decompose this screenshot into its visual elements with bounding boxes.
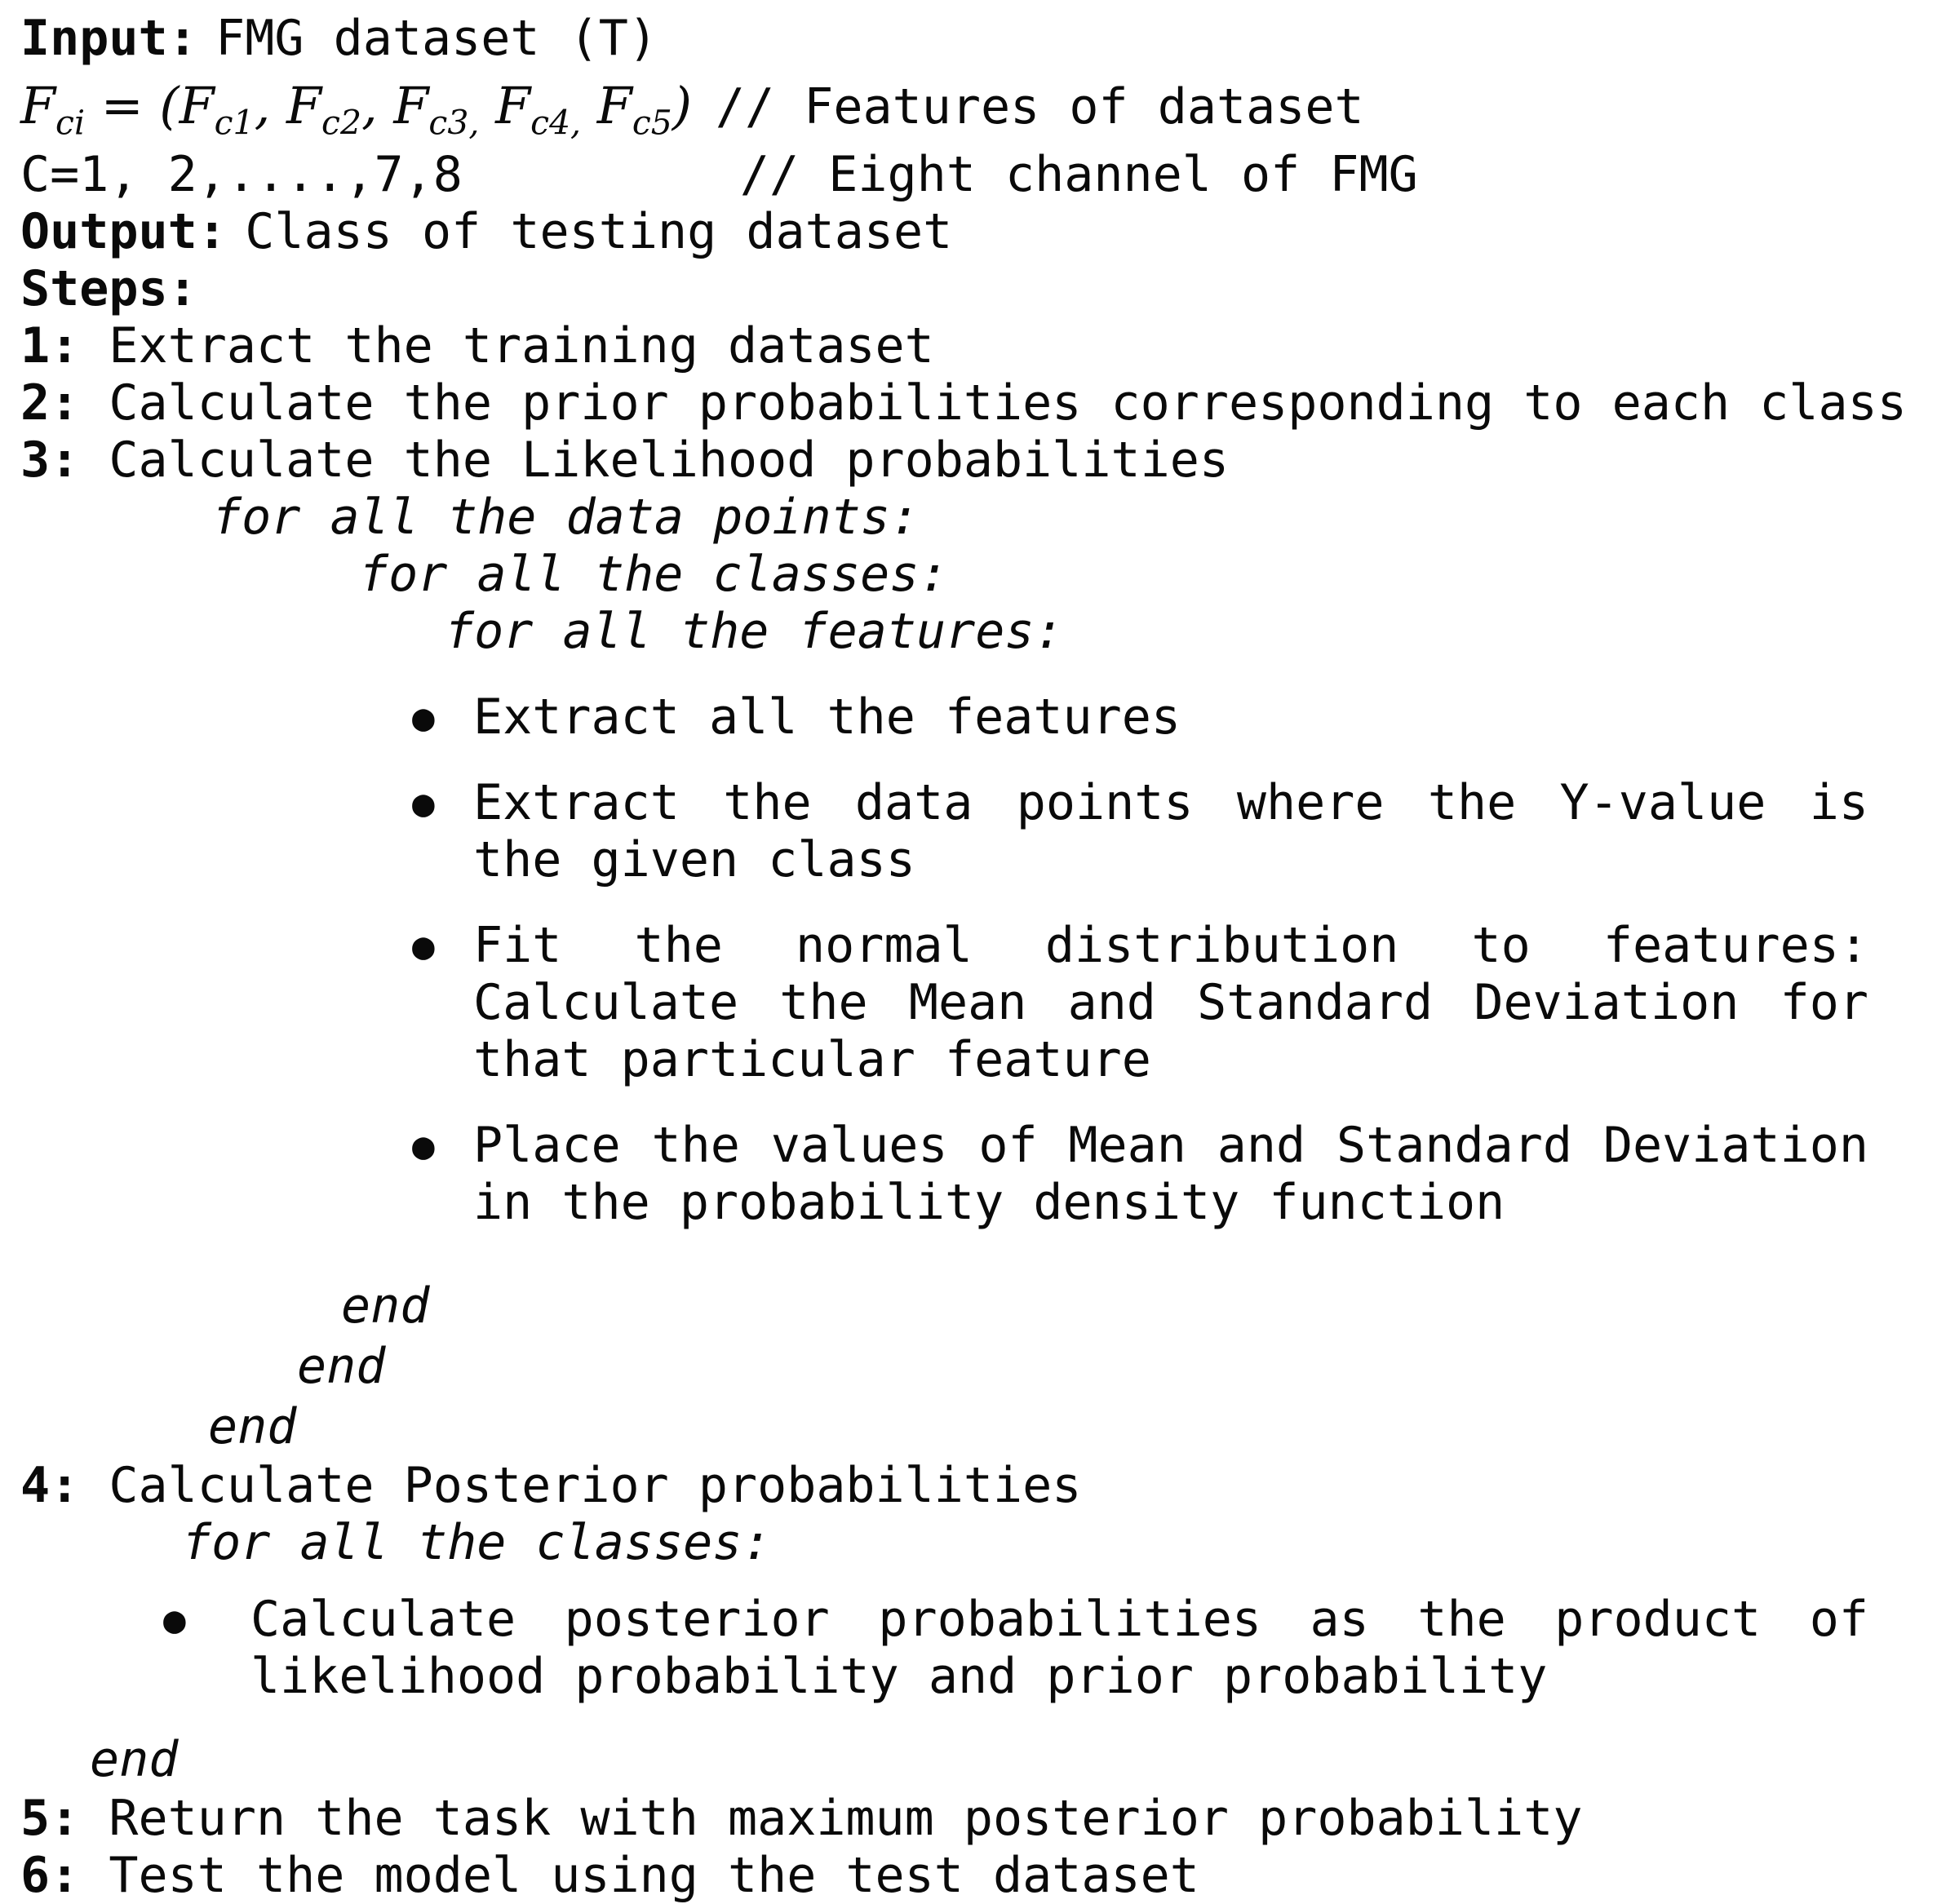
- input-value: FMG dataset (T): [215, 10, 658, 67]
- end-for-data-points: end: [208, 1398, 297, 1455]
- channels-comment: // Eight channel of FMG: [739, 146, 1418, 203]
- bullet-fit-normal-distribution: [412, 917, 1868, 1088]
- bullet-icon: ●: [163, 1597, 186, 1641]
- math-separator: ,: [361, 76, 394, 135]
- math-term-sub: c4,: [530, 103, 582, 143]
- math-term-sub: c2: [321, 103, 361, 143]
- for-loop-data-points: for all the data points:: [212, 489, 920, 546]
- step-3: [20, 432, 1937, 489]
- bullet-line: Fit the normal distribution to features:: [473, 917, 1868, 974]
- bullet-line: in the probability density function: [473, 1174, 1505, 1231]
- math-term: F: [179, 76, 215, 135]
- bullet-line: that particular feature: [473, 1031, 1151, 1088]
- bullet-icon: ●: [412, 781, 435, 825]
- math-open-paren: (: [159, 76, 180, 135]
- math-term: F: [393, 76, 429, 135]
- bullet-line: Calculate the Mean and Standard Deviation for: [473, 974, 1868, 1031]
- channels-line: [20, 146, 1937, 203]
- bullet-extract-data-points: [412, 774, 1868, 888]
- bullet-line: the given class: [473, 831, 915, 888]
- step-3-number: 3:: [20, 432, 80, 489]
- step-1-number: 1:: [20, 317, 80, 374]
- bullet-line: Place the values of Mean and Standard Deviation: [473, 1117, 1868, 1174]
- bullet-line: Extract the data points where the Y-value is: [473, 774, 1868, 831]
- step-5: [20, 1790, 1937, 1847]
- step-3-text: Calculate the Likelihood probabilities: [109, 432, 1230, 489]
- step-4: [20, 1457, 1937, 1514]
- end-for-classes: end: [297, 1338, 386, 1395]
- features-equation: [20, 67, 1937, 146]
- step-1: [20, 317, 1937, 374]
- end-block: [20, 1276, 1937, 1457]
- features-comment: // Features of dataset: [715, 78, 1364, 135]
- bullet-extract-features: [412, 689, 1868, 746]
- step-2-number: 2:: [20, 374, 80, 432]
- step-6: [20, 1847, 1937, 1904]
- math-var: F: [20, 76, 56, 135]
- bullet-line: Calculate posterior probabilities as the product of: [250, 1591, 1868, 1648]
- bullet-place-values: [412, 1117, 1868, 1231]
- math-separator: ,: [254, 76, 286, 135]
- math-equals: =: [85, 76, 160, 135]
- bullet-calculate-posterior: [163, 1591, 1868, 1705]
- input-line: [20, 10, 1937, 67]
- step-1-text: Extract the training dataset: [109, 317, 934, 374]
- math-term: F: [495, 76, 531, 135]
- steps-heading: Steps:: [20, 260, 197, 317]
- math-close-paren: ): [672, 76, 692, 135]
- input-label: Input:: [20, 10, 197, 67]
- bullet-icon: ●: [412, 695, 435, 739]
- math-term-sub: c1: [214, 103, 255, 143]
- bullet-line: likelihood probability and prior probability: [250, 1648, 1548, 1705]
- math-term: F: [596, 76, 632, 135]
- step-4-text: Calculate Posterior probabilities: [109, 1457, 1082, 1514]
- for-loop-classes-posterior: for all the classes:: [182, 1514, 772, 1571]
- output-line: [20, 203, 1937, 260]
- step-2-text: Calculate the prior probabilities corresponding to each class: [109, 374, 1907, 432]
- step-4-number: 4:: [20, 1457, 80, 1514]
- bullet-icon: ●: [412, 923, 435, 967]
- math-term-sub: c3,: [428, 103, 480, 143]
- bullet-line: Extract all the features: [473, 689, 1181, 746]
- step-6-text: Test the model using the test dataset: [109, 1847, 1199, 1904]
- step-5-text: Return the task with maximum posterior probability: [109, 1790, 1583, 1847]
- step-2: [20, 374, 1937, 432]
- output-value: Class of testing dataset: [245, 203, 953, 260]
- step-6-number: 6:: [20, 1847, 80, 1904]
- bullet-icon: ●: [412, 1123, 435, 1167]
- math-term-sub: c5: [632, 103, 672, 143]
- end-for-features: end: [341, 1277, 430, 1335]
- step-5-number: 5:: [20, 1790, 80, 1847]
- math-separator: [581, 76, 597, 135]
- channels-code: C=1, 2,....,7,8: [20, 146, 463, 203]
- for-loop-features: for all the features:: [445, 603, 1064, 660]
- end-for-classes-posterior: end: [90, 1731, 179, 1788]
- math-term: F: [286, 76, 322, 135]
- math-separator: [479, 76, 495, 135]
- math-var-sub: ci: [55, 103, 86, 143]
- for-loop-classes: for all the classes:: [359, 546, 949, 603]
- output-label: Output:: [20, 203, 227, 260]
